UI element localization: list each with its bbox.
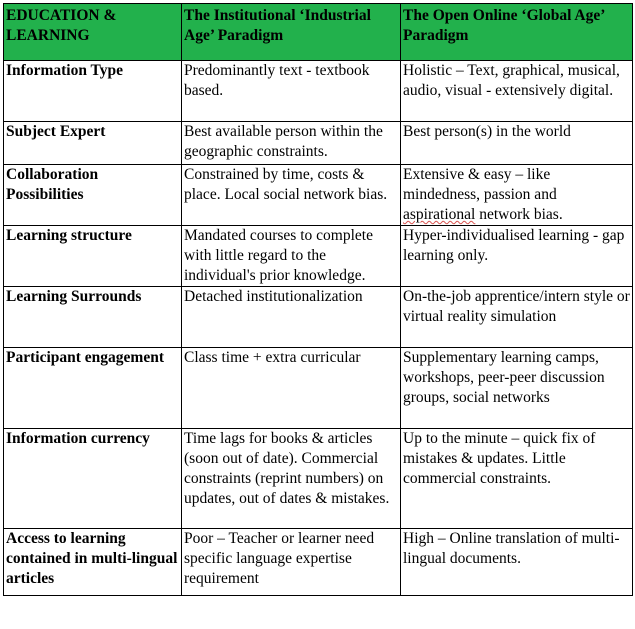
industrial-cell: Detached institutionalization: [182, 287, 401, 348]
global-cell: Supplementary learning camps, workshops, peer-peer discussion groups, social networks: [401, 348, 633, 429]
row-category: Collaboration Possibilities: [4, 165, 182, 226]
table-row: [4, 287, 633, 348]
row-category: Subject Expert: [4, 122, 182, 165]
header-row: [4, 4, 633, 61]
comparison-table: [3, 3, 633, 596]
global-text-before: Extensive & easy – like mindedness, passion and: [403, 166, 557, 203]
table-row: [4, 429, 633, 529]
industrial-cell: Class time + extra curricular: [182, 348, 401, 429]
industrial-cell: Time lags for books & articles (soon out of date). Commercial constraints (reprint numbers) on updates, out of dates & mistakes.: [182, 429, 401, 529]
global-cell: Up to the minute – quick fix of mistakes & updates. Little commercial constraints.: [401, 429, 633, 529]
row-category: Access to learning contained in multi-lingual articles: [4, 529, 182, 596]
global-cell: [401, 165, 633, 226]
table-row: [4, 165, 633, 226]
spellcheck-underlined-word: aspirational: [403, 206, 476, 223]
global-cell: Best person(s) in the world: [401, 122, 633, 165]
table-row: [4, 61, 633, 122]
global-text-after: network bias.: [475, 206, 563, 223]
industrial-cell: Best available person within the geographic constraints.: [182, 122, 401, 165]
industrial-cell: Constrained by time, costs & place. Local social network bias.: [182, 165, 401, 226]
global-cell: High – Online translation of multi-lingual documents.: [401, 529, 633, 596]
global-cell: Hyper-individualised learning - gap learning only.: [401, 226, 633, 287]
row-category: Learning structure: [4, 226, 182, 287]
industrial-cell: Predominantly text - textbook based.: [182, 61, 401, 122]
industrial-cell: Mandated courses to complete with little regard to the individual's prior knowledge.: [182, 226, 401, 287]
header-global-paradigm: The Open Online ‘Global Age’ Paradigm: [401, 4, 633, 61]
global-cell: Holistic – Text, graphical, musical, audio, visual - extensively digital.: [401, 61, 633, 122]
table-row: [4, 348, 633, 429]
table-row: [4, 122, 633, 165]
industrial-cell: Poor – Teacher or learner need specific language expertise requirement: [182, 529, 401, 596]
table-row: [4, 529, 633, 596]
row-category: Participant engagement: [4, 348, 182, 429]
row-category: Information Type: [4, 61, 182, 122]
row-category: Learning Surrounds: [4, 287, 182, 348]
global-cell: On-the-job apprentice/intern style or virtual reality simulation: [401, 287, 633, 348]
row-category: Information currency: [4, 429, 182, 529]
header-education-learning: EDUCATION & LEARNING: [4, 4, 182, 61]
table-row: [4, 226, 633, 287]
header-industrial-paradigm: The Institutional ‘Industrial Age’ Paradigm: [182, 4, 401, 61]
